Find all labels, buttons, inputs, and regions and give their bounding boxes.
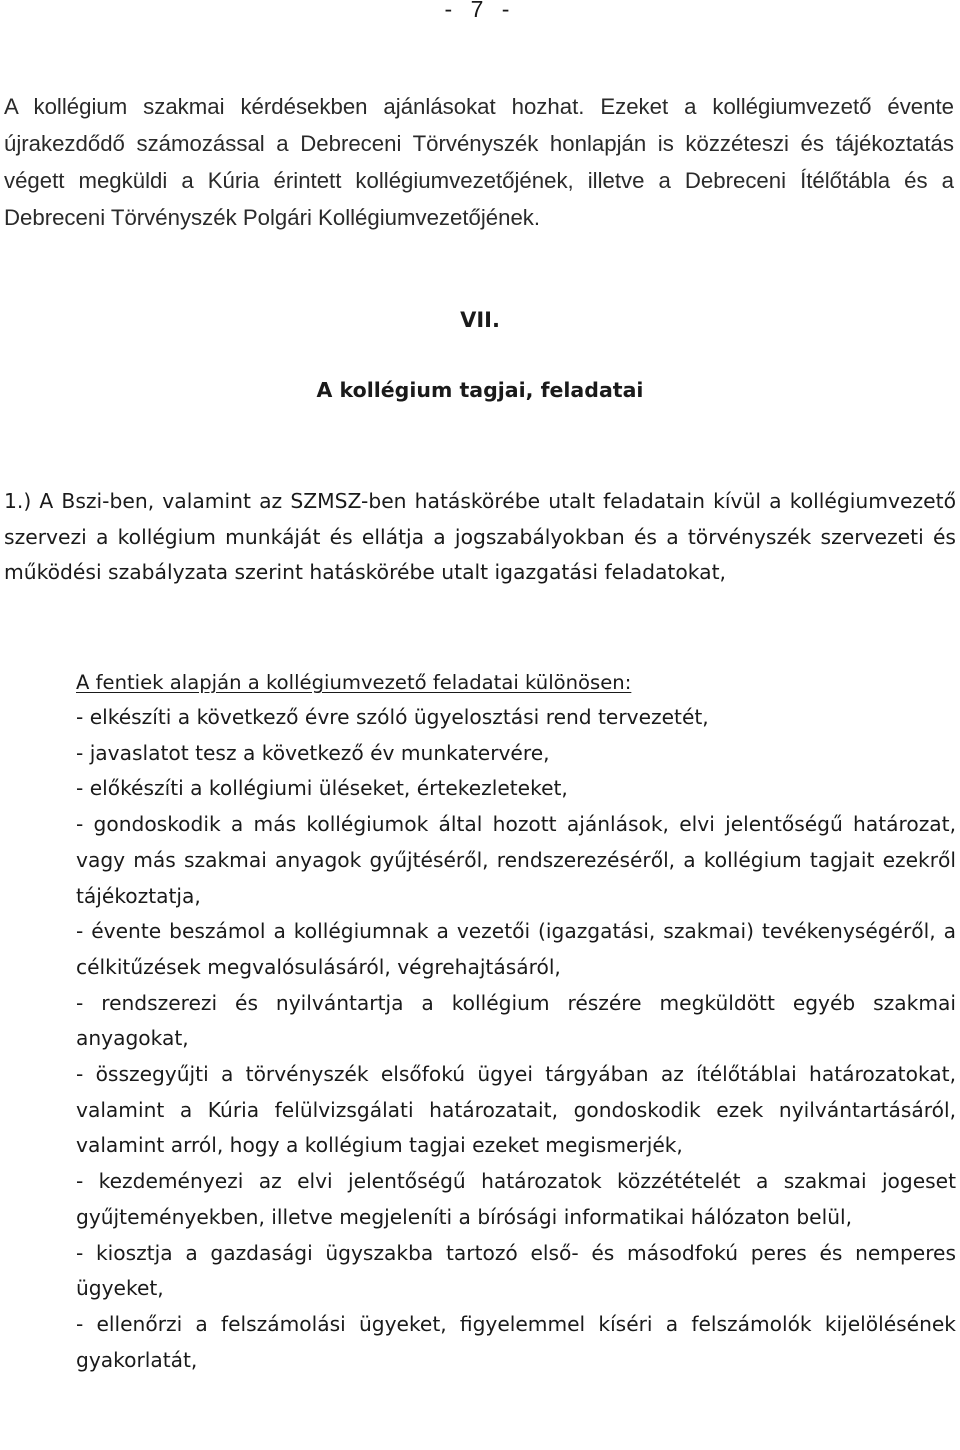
intro-paragraph: A kollégium szakmai kérdésekben ajánlásokat hozhat. Ezeket a kollégiumvezető évente újrakezdődő számozással a Debreceni Törvényszék honlapján is közzéteszi és tájékoztatás végett megküldi a Kúria érintett kollégiumvezetőjének, illetve a Debreceni Ítélőtábla és a Debreceni Törvényszék Polgári Kollégiumvezetőjének.: [4, 94, 954, 230]
task-item: - évente beszámol a kollégiumnak a vezetői (igazgatási, szakmai) tevékenységéről, a célkitűzések megvalósulásáról, végrehajtásáról,: [76, 919, 956, 979]
task-item: - elkészíti a következő évre szóló ügyelosztási rend tervezetét,: [76, 705, 709, 729]
task-item: - kezdeményezi az elvi jelentőségű határozatok közzétételét a szakmai jogeset gyűjteményekben, illetve megjeleníti a bírósági informatikai hálózaton belül,: [76, 1169, 956, 1229]
task-item: - előkészíti a kollégiumi üléseket, értekezleteket,: [76, 776, 568, 801]
tasks-list: [76, 700, 956, 1378]
task-item: - kiosztja a gazdasági ügyszakba tartozó első- és másodfokú peres és nemperes ügyeket,: [76, 1240, 956, 1301]
tasks-heading: A fentiek alapján a kollégiumvezető feladatai különösen:: [76, 671, 632, 694]
page-number: - 7 -: [444, 0, 516, 22]
chapter-number: VII.: [460, 308, 500, 332]
task-item: - rendszerezi és nyilvántartja a kollégium részére megküldött egyéb szakmai anyagokat,: [76, 990, 956, 1051]
paragraph-1: 1.) A Bszi-ben, valamint az SZMSZ-ben hatáskörébe utalt feladatain kívül a kollégiumvezető szervezi a kollégium munkáját és ellátja a jogszabályokban és a törvényszék szervezeti és működési szabályzata szerint hatáskörébe utalt igazgatási feladatokat,: [4, 489, 956, 584]
task-item: - összegyűjti a törvényszék elsőfokú ügyei tárgyában az ítélőtáblai határozatokat, valamint a Kúria felülvizsgálati határozatait, gondoskodik ezek nyilvántartásáról, valamint arról, hogy a kollégium tagjai ezeket megismerjék,: [76, 1062, 956, 1158]
task-item: - ellenőrzi a felszámolási ügyeket, figyelemmel kíséri a felszámolók kijelölésének gyakorlatát,: [76, 1311, 956, 1372]
task-item: - javaslatot tesz a következő év munkatervére,: [76, 740, 550, 765]
task-item: - gondoskodik a más kollégiumok által hozott ajánlások, elvi jelentőségű határozat, vagy más szakmai anyagok gyűjtéséről, rendszerezéséről, a kollégium tagjait ezekről tájékoztatja,: [76, 812, 956, 908]
chapter-title: A kollégium tagjai, feladatai: [316, 378, 644, 402]
tasks-section: [76, 666, 956, 1378]
